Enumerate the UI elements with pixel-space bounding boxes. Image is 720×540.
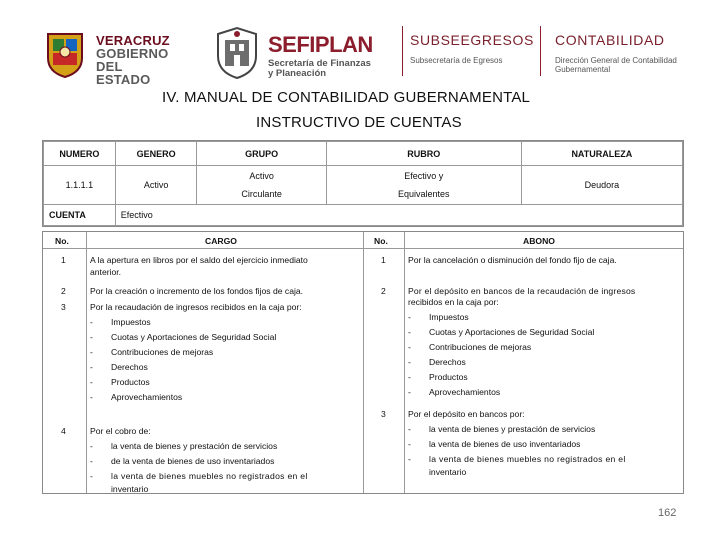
sefiplan-emblem-icon (212, 26, 262, 80)
contabilidad-small1: Dirección General de Contabilidad (555, 56, 677, 65)
abono-text: Por el depósito en bancos por: (408, 409, 525, 419)
contabilidad-block (555, 32, 677, 74)
abono-list-item: Derechos (429, 357, 466, 367)
list-dash: - (90, 377, 93, 387)
cargo-list-item: la venta de bienes y prestación de servicios (111, 441, 278, 451)
cargo-list-item: Impuestos (111, 317, 151, 327)
veracruz-logo (40, 22, 180, 87)
veracruz-line3: DEL ESTADO (96, 59, 151, 87)
account-genero: Activo (115, 166, 197, 205)
abono-number: 3 (381, 409, 386, 419)
list-dash: - (90, 317, 93, 327)
instructivo-title: INSTRUCTIVO DE CUENTAS (256, 114, 462, 131)
cargo-list-item: Derechos (111, 362, 148, 372)
list-dash: - (90, 456, 93, 466)
column-divider (86, 232, 87, 493)
list-dash: - (408, 312, 411, 322)
header-genero: GENERO (115, 142, 197, 166)
header-rubro: RUBRO (326, 142, 521, 166)
abono-list-item: la venta de bienes y prestación de servicios (429, 424, 596, 434)
cargo-number: 2 (61, 286, 66, 296)
movements-header (43, 232, 683, 249)
cargo-number: 3 (61, 302, 66, 312)
movements-table (42, 231, 684, 494)
page-number: 162 (658, 507, 677, 519)
account-grupo-line2: Circulante (241, 189, 282, 199)
list-dash: - (90, 441, 93, 451)
cargo-number: 4 (61, 426, 66, 436)
manual-title-text: MANUAL DE CONTABILIDAD GUBERNAMENTAL (183, 89, 531, 106)
cargo-text: Por el cobro de: (90, 426, 151, 436)
abono-list-item: Impuestos (429, 312, 469, 322)
cuenta-value: Efectivo (115, 205, 682, 226)
cargo-text: A la apertura en libros por el saldo del ejercicio inmediato (90, 255, 308, 265)
veracruz-line2: GOBIERNO (96, 46, 169, 61)
account-table (42, 140, 684, 227)
sefiplan-sub2: y Planeación (268, 68, 327, 79)
list-dash: - (408, 424, 411, 434)
account-grupo (197, 166, 326, 205)
abono-list-item: Productos (429, 372, 468, 382)
column-divider (363, 232, 364, 493)
subegresos-title: SUBSEEGRESOS (410, 32, 534, 48)
abono-list-item: Aprovechamientos (429, 387, 501, 397)
abono-list-item-tail: inventario (429, 467, 467, 477)
abono-number: 1 (381, 255, 386, 265)
contabilidad-small2: Gubernamental (555, 65, 611, 74)
account-number: 1.1.1.1 (44, 166, 116, 205)
manual-title-prefix: IV. (162, 89, 180, 106)
cargo-list-item: Cuotas y Aportaciones de Seguridad Social (111, 332, 277, 342)
list-dash: - (408, 357, 411, 367)
header-divider-2 (540, 26, 541, 76)
list-dash: - (90, 392, 93, 402)
list-dash: - (90, 332, 93, 342)
cargo-list-item-tail: inventario (111, 484, 149, 494)
list-dash: - (408, 372, 411, 382)
subegresos-block (410, 32, 534, 65)
abono-text: Por el depósito en bancos de la recaudación de ingresos (408, 286, 636, 296)
header-grupo: GRUPO (197, 142, 326, 166)
account-rubro-line1: Efectivo y (404, 171, 444, 181)
cargo-number: 1 (61, 255, 66, 265)
header-abono: ABONO (523, 236, 555, 246)
list-dash: - (90, 362, 93, 372)
header-divider-1 (402, 26, 403, 76)
abono-text: Por la cancelación o disminución del fondo fijo de caja. (408, 255, 617, 265)
column-divider (404, 232, 405, 493)
cargo-list-item: la venta de bienes muebles no registrados en el (111, 471, 308, 481)
cargo-list-item: Aprovechamientos (111, 392, 183, 402)
account-rubro-line2: Equivalentes (397, 189, 450, 199)
cargo-list-item: Contribuciones de mejoras (111, 347, 214, 357)
header-no-abono: No. (374, 236, 388, 246)
list-dash: - (408, 439, 411, 449)
veracruz-line1: VERACRUZ (96, 33, 170, 48)
abono-number: 2 (381, 286, 386, 296)
contabilidad-title: CONTABILIDAD (555, 32, 665, 48)
header-numero: NUMERO (44, 142, 116, 166)
abono-list-item: la venta de bienes de uso inventariados (429, 439, 581, 449)
veracruz-crest-icon (44, 30, 86, 78)
list-dash: - (90, 347, 93, 357)
header-cargo: CARGO (205, 236, 237, 246)
cargo-text: anterior. (90, 267, 122, 277)
sefiplan-subtitle (268, 59, 371, 79)
list-dash: - (408, 387, 411, 397)
account-grupo-line1: Activo (249, 171, 274, 181)
header-no-cargo: No. (55, 236, 69, 246)
list-dash: - (408, 327, 411, 337)
cargo-text: Por la recaudación de ingresos recibidos en la caja por: (90, 302, 302, 312)
header-naturaleza: NATURALEZA (521, 142, 682, 166)
abono-list-item: Contribuciones de mejoras (429, 342, 532, 352)
sefiplan-sub1: Secretaría de Finanzas (268, 58, 371, 69)
veracruz-wordmark (96, 34, 180, 86)
account-naturaleza: Deudora (521, 166, 682, 205)
contabilidad-small (555, 56, 677, 74)
subegresos-small: Subsecretaría de Egresos (410, 56, 503, 65)
sefiplan-logo (210, 22, 390, 82)
cuenta-label: CUENTA (44, 205, 116, 226)
list-dash: - (408, 342, 411, 352)
account-rubro (326, 166, 521, 205)
abono-list-item: Cuotas y Aportaciones de Seguridad Social (429, 327, 595, 337)
abono-list-item: la venta de bienes muebles no registrados en el (429, 454, 626, 464)
abono-text: recibidos en la caja por: (408, 297, 499, 307)
list-dash: - (408, 454, 411, 464)
manual-title (162, 89, 530, 106)
cargo-text: Por la creación o incremento de los fondos fijos de caja. (90, 286, 304, 296)
list-dash: - (90, 471, 93, 481)
sefiplan-name: SEFIPLAN (268, 32, 373, 57)
cargo-list-item: de la venta de bienes de uso inventariados (111, 456, 275, 466)
cargo-list-item: Productos (111, 377, 150, 387)
